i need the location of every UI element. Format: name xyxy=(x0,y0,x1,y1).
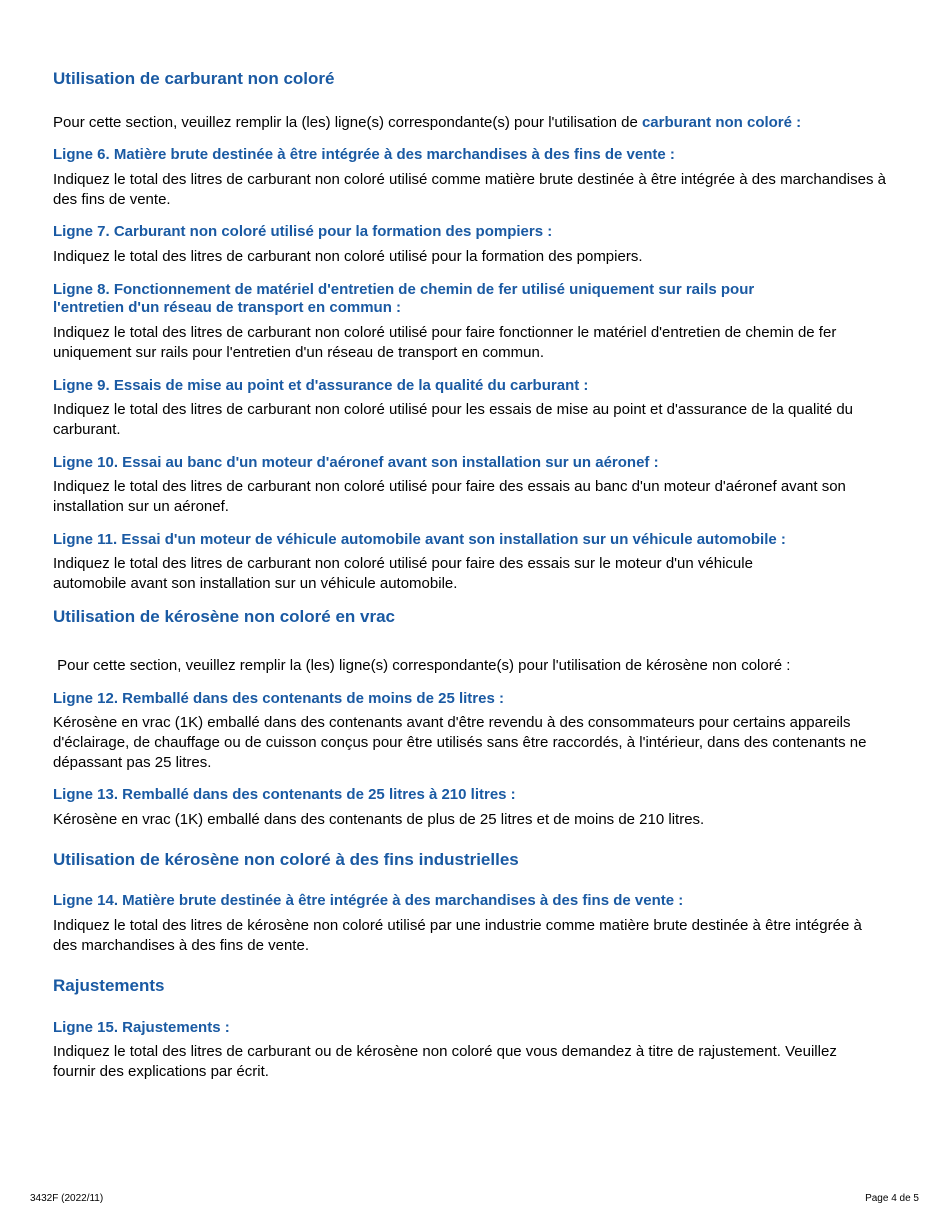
section-intro-fuel xyxy=(53,113,893,133)
intro-prefix: Pour cette section, veuillez remplir la (les) ligne(s) correspondante(s) pour l'utilisation de xyxy=(53,114,642,131)
line-7-title: Ligne 7. Carburant non coloré utilisé pour la formation des pompiers : xyxy=(53,223,553,240)
intro-emphasis: carburant non coloré : xyxy=(641,114,802,131)
line-10-text: Indiquez le total des litres de carburant non coloré utilisé pour faire des essais au banc d'un moteur d'aéronef avant son installation sur un aéronef. xyxy=(53,478,846,515)
section-heading-adjustments: Rajustements xyxy=(53,976,165,995)
line-12-text: Kérosène en vrac (1K) emballé dans des contenants avant d'être revendu à des consommateurs pour certains appareils d'éclairage, de chauffage ou de cuisson conçus pour être utilisés sans être raccordés, à l'intérieur, dans des contenants ne dépassant pas 25 litres. xyxy=(53,714,867,771)
line-15-text: Indiquez le total des litres de carburant ou de kérosène non coloré que vous demandez à titre de rajustement. Veuillez fournir des explications par écrit. xyxy=(53,1043,837,1080)
line-10-title: Ligne 10. Essai au banc d'un moteur d'aéronef avant son installation sur un aéronef : xyxy=(53,454,659,471)
line-11-text: Indiquez le total des litres de carburant non coloré utilisé pour faire des essais sur le moteur d'un véhicule automobile avant son installation sur un véhicule automobile. xyxy=(53,555,753,592)
line-7-text: Indiquez le total des litres de carburant non coloré utilisé pour la formation des pompiers. xyxy=(53,248,643,265)
section-heading-industrial-kerosene: Utilisation de kérosène non coloré à des fins industrielles xyxy=(53,850,519,869)
page-number: Page 4 de 5 xyxy=(865,1193,919,1204)
line-6-title: Ligne 6. Matière brute destinée à être intégrée à des marchandises à des fins de vente : xyxy=(53,146,675,163)
line-9-text: Indiquez le total des litres de carburant non coloré utilisé pour les essais de mise au point et d'assurance de la qualité du carburant. xyxy=(53,401,854,438)
form-identifier: 3432F (2022/11) xyxy=(30,1193,104,1204)
line-13-title: Ligne 13. Remballé dans des contenants de 25 litres à 210 litres : xyxy=(53,786,516,803)
line-8-text: Indiquez le total des litres de carburant non coloré utilisé pour faire fonctionner le matériel d'entretien de chemin de fer uniquement sur rails pour l'entretien d'un réseau de transport en commun. xyxy=(53,324,837,361)
line-9-title: Ligne 9. Essais de mise au point et d'assurance de la qualité du carburant : xyxy=(53,377,589,394)
line-14-text: Indiquez le total des litres de kérosène non coloré utilisé par une industrie comme matière brute destinée à être intégrée à des marchandises à des fins de vente. xyxy=(53,917,862,954)
line-8-title: Ligne 8. Fonctionnement de matériel d'entretien de chemin de fer utilisé uniquement sur rails pour l'entretien d'un réseau de transport en commun : xyxy=(53,281,755,316)
section-heading-unclored-fuel: Utilisation de carburant non coloré xyxy=(53,69,335,88)
line-6-text: Indiquez le total des litres de carburant non coloré utilisé comme matière brute destinée à être intégrée à des marchandises à des fins de vente. xyxy=(53,171,886,208)
line-13-text: Kérosène en vrac (1K) emballé dans des contenants de plus de 25 litres et de moins de 210 litres. xyxy=(53,811,705,828)
section-heading-bulk-kerosene: Utilisation de kérosène non coloré en vrac xyxy=(53,607,395,626)
section-intro-kerosene: Pour cette section, veuillez remplir la (les) ligne(s) correspondante(s) pour l'utilisation de kérosène non coloré : xyxy=(53,657,791,674)
line-12-title: Ligne 12. Remballé dans des contenants de moins de 25 litres : xyxy=(53,690,504,707)
line-11-title: Ligne 11. Essai d'un moteur de véhicule automobile avant son installation sur un véhicule automobile : xyxy=(53,531,786,548)
line-15-title: Ligne 15. Rajustements : xyxy=(53,1019,230,1036)
line-14-title: Ligne 14. Matière brute destinée à être intégrée à des marchandises à des fins de vente : xyxy=(53,892,684,909)
